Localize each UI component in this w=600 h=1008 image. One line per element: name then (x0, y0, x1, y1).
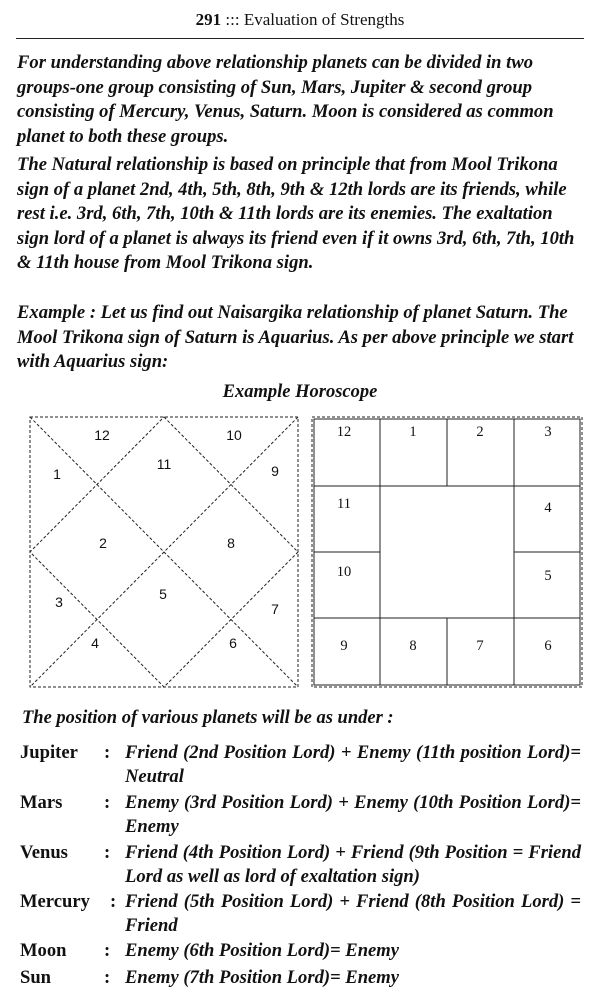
house-label: 1 (53, 466, 61, 482)
sign-label: 6 (544, 638, 552, 654)
sign-label: 12 (336, 424, 352, 440)
house-label: 9 (271, 463, 279, 479)
planet-name: Jupiter (20, 742, 78, 763)
planet-colon: : (104, 842, 111, 863)
house-label: 12 (94, 427, 110, 443)
header-rule (16, 38, 584, 39)
house-label: 3 (55, 594, 63, 610)
sign-label: 8 (409, 638, 417, 654)
house-label: 10 (226, 427, 242, 443)
sign-label: 3 (544, 424, 552, 440)
house-label: 8 (227, 535, 235, 551)
planet-colon: : (104, 792, 111, 813)
example-horoscope-caption: Example Horoscope (222, 382, 378, 402)
paragraph-example: Example : Let us find out Naisargika relationship of planet Saturn. The Mool Trikona sign of Saturn is Aquarius. As per above principle we start with Aquarius sign: (17, 302, 574, 373)
planet-name: Mars (20, 792, 63, 813)
planet-colon: : (104, 967, 111, 988)
planet-relationship: Enemy (7th Position Lord)= Enemy (125, 967, 400, 988)
paragraph-groups: For understanding above relationship planets can be divided in two groups-one group consisting of Sun, Mars, Jupiter & second group consisting of Mercury, Venus, Saturn. Moon is considered as common planet to both these groups. (17, 52, 554, 147)
house-label: 4 (91, 635, 99, 651)
house-label: 11 (156, 456, 172, 472)
planet-name: Venus (20, 842, 68, 863)
sign-label: 5 (544, 568, 552, 584)
south-indian-chart (311, 416, 583, 688)
sign-label: 2 (476, 424, 484, 440)
sign-label: 9 (340, 638, 348, 654)
page-number: 291 (195, 10, 222, 29)
header-separator: ::: (225, 10, 240, 29)
planet-relationship: Friend (5th Position Lord) + Friend (8th Position Lord) = Friend (125, 891, 581, 936)
positions-title: The position of various planets will be as under : (22, 708, 394, 728)
planet-colon: : (104, 742, 111, 763)
sign-label: 4 (544, 500, 552, 516)
planet-colon: : (110, 891, 117, 912)
paragraph-natural-relationship: The Natural relationship is based on principle that from Mool Trikona sign of a planet 2nd, 4th, 5th, 8th, 9th & 12th lords are its friends, while rest i.e. 3rd, 6th, 7th, 10th & 11th lords are its enemies. The exaltation sign lord of a planet is always its friend even if it owns 3rd, 6th, 7th, 10th & 11th house from Mool Trikona sign. (17, 154, 575, 274)
sign-label: 11 (337, 496, 351, 512)
house-label: 5 (159, 586, 167, 602)
planet-name: Moon (20, 940, 67, 961)
house-label: 6 (229, 635, 237, 651)
sign-label: 10 (336, 564, 352, 580)
planet-relationship: Friend (4th Position Lord) + Friend (9th Position = Friend Lord as well as lord of exaltation sign) (125, 842, 581, 887)
house-label: 7 (271, 601, 279, 617)
planet-relationship: Enemy (3rd Position Lord) + Enemy (10th Position Lord)= Enemy (125, 792, 581, 837)
sign-label: 7 (476, 638, 484, 654)
north-indian-chart (29, 416, 299, 688)
planet-colon: : (104, 940, 111, 961)
planet-name: Sun (20, 967, 52, 988)
chapter-title: Evaluation of Strengths (243, 10, 405, 29)
planet-name: Mercury (20, 891, 90, 912)
sign-label: 1 (409, 424, 417, 440)
planet-relationship: Friend (2nd Position Lord) + Enemy (11th position Lord)= Neutral (125, 742, 581, 787)
page-header (0, 8, 600, 32)
planet-relationship: Enemy (6th Position Lord)= Enemy (125, 940, 400, 961)
house-label: 2 (99, 535, 107, 551)
